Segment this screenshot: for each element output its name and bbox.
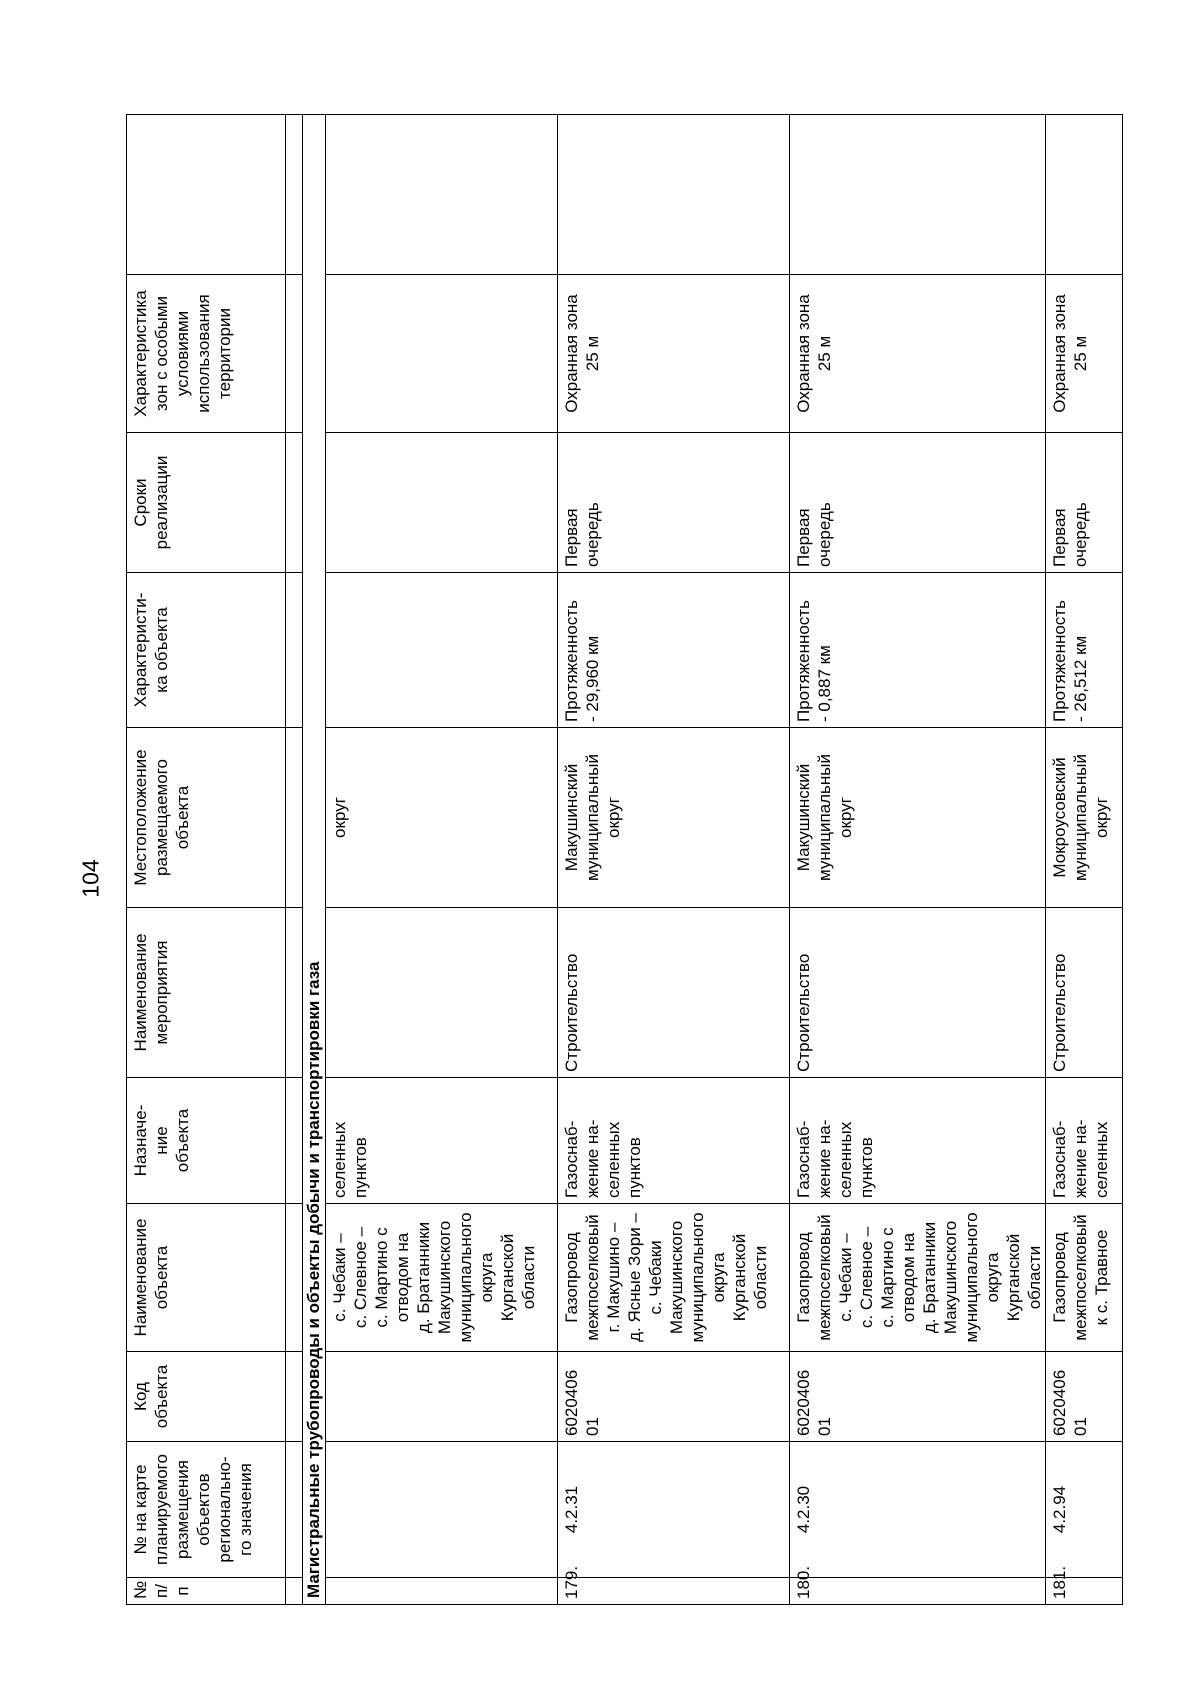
header-zones: Характеристика зон с особыми условиями использования территории: [127, 275, 286, 433]
header-measure: Наименование мероприятия: [127, 908, 286, 1078]
cell-purpose: Газоснаб- жение на- селенных пунктов: [558, 1078, 790, 1204]
header-purpose: Назначе- ние объекта: [127, 1078, 286, 1204]
cell-code: 6020406 01: [790, 1352, 1046, 1442]
cell-name: Газопровод межпоселковый г. Макушино – д. Ясные Зори – с. Чебаки Макушинского муниципального округа Курганской области: [558, 1204, 790, 1352]
header-name: Наименование объекта: [127, 1204, 286, 1352]
table-row-continued: [326, 115, 558, 1605]
cell-characteristics: Протяженность - 29,960 км: [558, 573, 790, 728]
cell-deadline: Первая очередь: [1046, 433, 1123, 573]
cell-deadline: Первая очередь: [558, 433, 790, 573]
cell-num: 181.: [1046, 1578, 1123, 1605]
cell-code: 6020406 01: [1046, 1352, 1123, 1442]
cell-map-no: 4.2.30: [790, 1442, 1046, 1578]
table-container: [126, 115, 1134, 1605]
header-empty: [127, 115, 286, 275]
header-row: [127, 115, 286, 1605]
cell-zones: Охранная зона 25 м: [558, 275, 790, 433]
header-characteristics: Характеристи- ка объекта: [127, 573, 286, 728]
cell-purpose: Газоснаб- жение на- селенных пунктов: [790, 1078, 1046, 1204]
page-number-text: 104: [77, 858, 104, 898]
page-number: [76, 848, 106, 908]
header-map-no: № на карте планируемого размещения объектов регионально- го значения: [127, 1442, 286, 1578]
section-row: [303, 115, 326, 1605]
spacer-row: [286, 115, 303, 1605]
header-code: Код объекта: [127, 1352, 286, 1442]
rotated-table-frame: [126, 115, 1134, 1605]
cell-name: с. Чебаки – с. Слевное – с. Мартино с отводом на д. Братанники Макушинского муниципального округа Курганской области: [326, 1204, 558, 1352]
header-deadline: Сроки реализации: [127, 433, 286, 573]
cell-num: 180.: [790, 1578, 1046, 1605]
section-title: Магистральные трубопроводы и объекты добычи и транспортировки газа: [303, 115, 326, 1605]
cell-name: Газопровод межпоселковый к с. Травное: [1046, 1204, 1123, 1352]
cell-measure: Строительство: [558, 908, 790, 1078]
cell-measure: Строительство: [1046, 908, 1123, 1078]
cell-name: Газопровод межпоселковый с. Чебаки – с. Слевное – с. Мартино с отводом на д. Братанники Макушинского муниципального округа Курганской области: [790, 1204, 1046, 1352]
cell-zones: Охранная зона 25 м: [790, 275, 1046, 433]
table-row: [558, 115, 790, 1605]
cell-zones: Охранная зона 25 м: [1046, 275, 1123, 433]
header-num: № п/п: [127, 1578, 286, 1605]
cell-location: округ: [326, 728, 558, 908]
cell-location: Мокроусовский муниципальный округ: [1046, 728, 1123, 908]
objects-table: [126, 114, 1123, 1605]
table-row: [1046, 115, 1123, 1605]
cell-map-no: 4.2.94: [1046, 1442, 1123, 1578]
cell-purpose: Газоснаб- жение на- селенных: [1046, 1078, 1123, 1204]
table-row: [790, 115, 1046, 1605]
cell-characteristics: Протяженность - 26,512 км: [1046, 573, 1123, 728]
cell-measure: Строительство: [790, 908, 1046, 1078]
cell-characteristics: Протяженность - 0,887 км: [790, 573, 1046, 728]
cell-purpose: селенных пунктов: [326, 1078, 558, 1204]
cell-num: 179.: [558, 1578, 790, 1605]
header-location: Местоположение размещаемого объекта: [127, 728, 286, 908]
cell-map-no: 4.2.31: [558, 1442, 790, 1578]
cell-location: Макушинский муниципальный округ: [558, 728, 790, 908]
cell-code: 6020406 01: [558, 1352, 790, 1442]
cell-location: Макушинский муниципальный округ: [790, 728, 1046, 908]
cell-deadline: Первая очередь: [790, 433, 1046, 573]
